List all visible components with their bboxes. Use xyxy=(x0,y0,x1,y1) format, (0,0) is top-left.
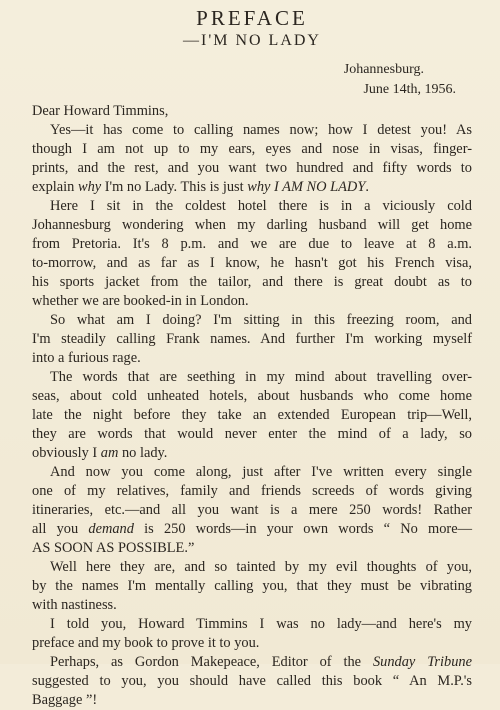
text-line: AS SOON AS POSSIBLE.” xyxy=(32,540,195,556)
text-line: And now you come along, just after I've written every single xyxy=(50,464,472,480)
text-line: to-morrow, and as far as I know, he hasn't got his French visa, xyxy=(32,255,472,271)
text-line: all you demand is 250 words—in your own words “ No more— xyxy=(32,521,473,537)
text-line: though I am not up to my ears, eyes and nose in visas, finger- xyxy=(32,141,472,157)
text-line: itineraries, etc.—and all you want is a mere 250 words! Rather xyxy=(32,502,472,518)
text-line: So what am I doing? I'm sitting in this freezing room, and xyxy=(50,312,472,328)
letter-paragraph xyxy=(32,615,472,653)
text-line: suggested to you, you should have called this book “ An M.P.'s xyxy=(32,673,472,689)
text-line: whether we are booked-in in London. xyxy=(32,293,249,309)
text-line: by the names I'm mentally calling you, that they must be vibrating xyxy=(32,578,472,594)
text-line: preface and my book to prove it to you. xyxy=(32,635,260,651)
text-line: Well here they are, and so tainted by my evil thoughts of you, xyxy=(50,559,472,575)
letter-paragraph xyxy=(32,121,472,197)
text-line: Perhaps, as Gordon Makepeace, Editor of the Sunday Tribune xyxy=(50,654,472,670)
text-line: Yes—it has come to calling names now; how I detest you! As xyxy=(50,122,472,138)
letter-salutation: Dear Howard Timmins, xyxy=(32,103,169,119)
text-line: Here I sit in the coldest hotel there is in a viciously cold xyxy=(50,198,472,214)
text-line: they are words that would never enter the mind of a lady, so xyxy=(32,426,472,442)
letter-body xyxy=(32,121,472,710)
page-title: PREFACE xyxy=(196,6,308,30)
letter-paragraph xyxy=(32,197,472,311)
letter-date: June 14th, 1956. xyxy=(363,82,456,97)
letter-place: Johannesburg. xyxy=(343,62,424,77)
text-line: obviously I am no lady. xyxy=(32,445,168,461)
letter-paragraph xyxy=(32,311,472,368)
letter-paragraph xyxy=(32,368,472,463)
text-line: with nastiness. xyxy=(32,597,117,613)
letter-paragraph xyxy=(32,558,472,615)
text-line: his sports jacket from the tailor, and there is great doubt as to xyxy=(32,274,472,290)
text-line: prints, and the rest, and you want two hundred and fifty words to xyxy=(32,160,472,176)
text-line: Baggage ”! xyxy=(32,692,98,708)
letter-paragraph xyxy=(32,653,472,710)
text-line: one of my relatives, family and friends screeds of words giving xyxy=(32,483,472,499)
letter-paragraph xyxy=(32,463,472,558)
text-line: The words that are seething in my mind about travelling over- xyxy=(50,369,472,385)
page-subtitle: —I'M NO LADY xyxy=(183,32,321,49)
text-line: late the night before they take an extended European trip—Well, xyxy=(32,407,472,423)
text-line: I told you, Howard Timmins I was no lady—and here's my xyxy=(50,616,472,632)
text-line: into a furious rage. xyxy=(32,350,141,366)
text-line: Johannesburg wondering when my darling husband will get home xyxy=(32,217,472,233)
text-line: seas, about cold unheated hotels, about husbands who come home xyxy=(32,388,472,404)
text-line: explain why I'm no Lady. This is just why I AM NO LADY. xyxy=(32,179,369,195)
text-line: I'm steadily calling Frank names. And further I'm working myself xyxy=(32,331,472,347)
text-line: from Pretoria. It's 8 p.m. and we are due to leave at 8 a.m. xyxy=(32,236,472,252)
